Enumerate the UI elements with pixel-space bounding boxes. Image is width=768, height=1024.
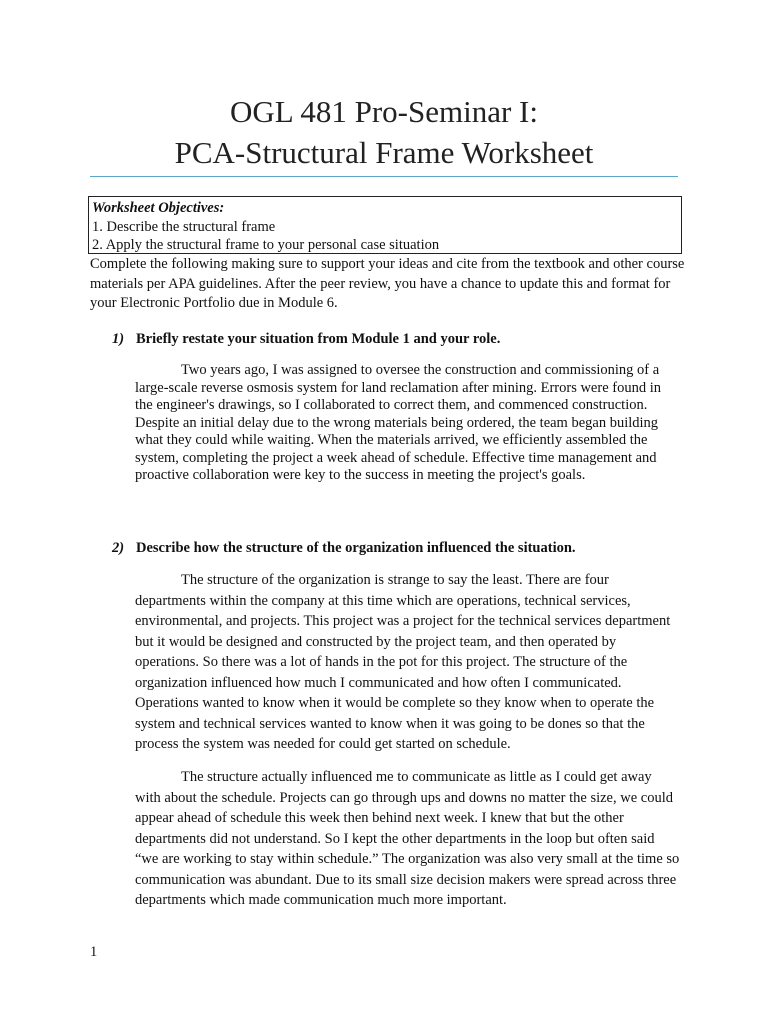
title-divider xyxy=(90,176,678,177)
question-number: 1) xyxy=(112,331,125,347)
document-title-line-2: PCA-Structural Frame Worksheet xyxy=(174,135,594,170)
question-1-answer: Two years ago, I was assigned to oversee the construction and commissioning of a large-scale reverse osmosis system for land reclamation after mining. Errors were found in the engineer's drawings, so I collaborated to correct them, and commenced construction. Despite an initial delay due to the wrong materials being ordered, the team began building what they could while waiting. When the materials arrived, we efficiently assembled the system, completing the project a week ahead of schedule. Effective time management and proactive collaboration were key to the success in meeting the project's goals. xyxy=(135,362,661,483)
question-prompt: Describe how the structure of the organization influenced the situation. xyxy=(136,540,576,556)
question-2-answer-paragraph-2: The structure actually influenced me to communicate as little as I could get away with about the schedule. Projects can go through ups and downs no matter the size, we could appear ahead of schedule this week then behind next week. I knew that but the other departments did not understand. So I kept the other departments in the loop but often said “we are working to stay within schedule.” The organization was also very small at the time so communication was abundant. Due to its small size decision makers were spread across three departments which made communication much more important. xyxy=(135,769,680,908)
document-title-line-1: OGL 481 Pro-Seminar I: xyxy=(230,94,538,129)
question-1-heading xyxy=(112,330,702,349)
page-number: 1 xyxy=(90,944,98,960)
question-prompt: Briefly restate your situation from Module 1 and your role. xyxy=(136,331,501,347)
question-2-heading xyxy=(112,539,702,558)
question-2-answer-paragraph-1: The structure of the organization is strange to say the least. There are four departments within the company at this time which are operations, technical services, environmental, and projects. This project was a project for the technical services department but it would be designed and constructed by the project team, and then operated by operations. So there was a lot of hands in the pot for this project. The structure of the organization influenced how much I communicated and how often I communicated. Operations wanted to know when it would be complete so they know when to operate the system and technical services wanted to know when it was going to be dones so that the process the system was needed for could get started on schedule. xyxy=(135,572,671,752)
instructions-paragraph: Complete the following making sure to support your ideas and cite from the textbook and other course materials per APA guidelines. After the peer review, you have a chance to update this and format for your Electronic Portfolio due in Module 6. xyxy=(90,256,685,311)
objectives-heading: Worksheet Objectives: xyxy=(92,200,225,216)
objective-item: 2. Apply the structural frame to your personal case situation xyxy=(92,237,440,253)
objective-item: 1. Describe the structural frame xyxy=(92,218,276,235)
objectives-box xyxy=(88,196,682,254)
question-number: 2) xyxy=(112,540,125,556)
